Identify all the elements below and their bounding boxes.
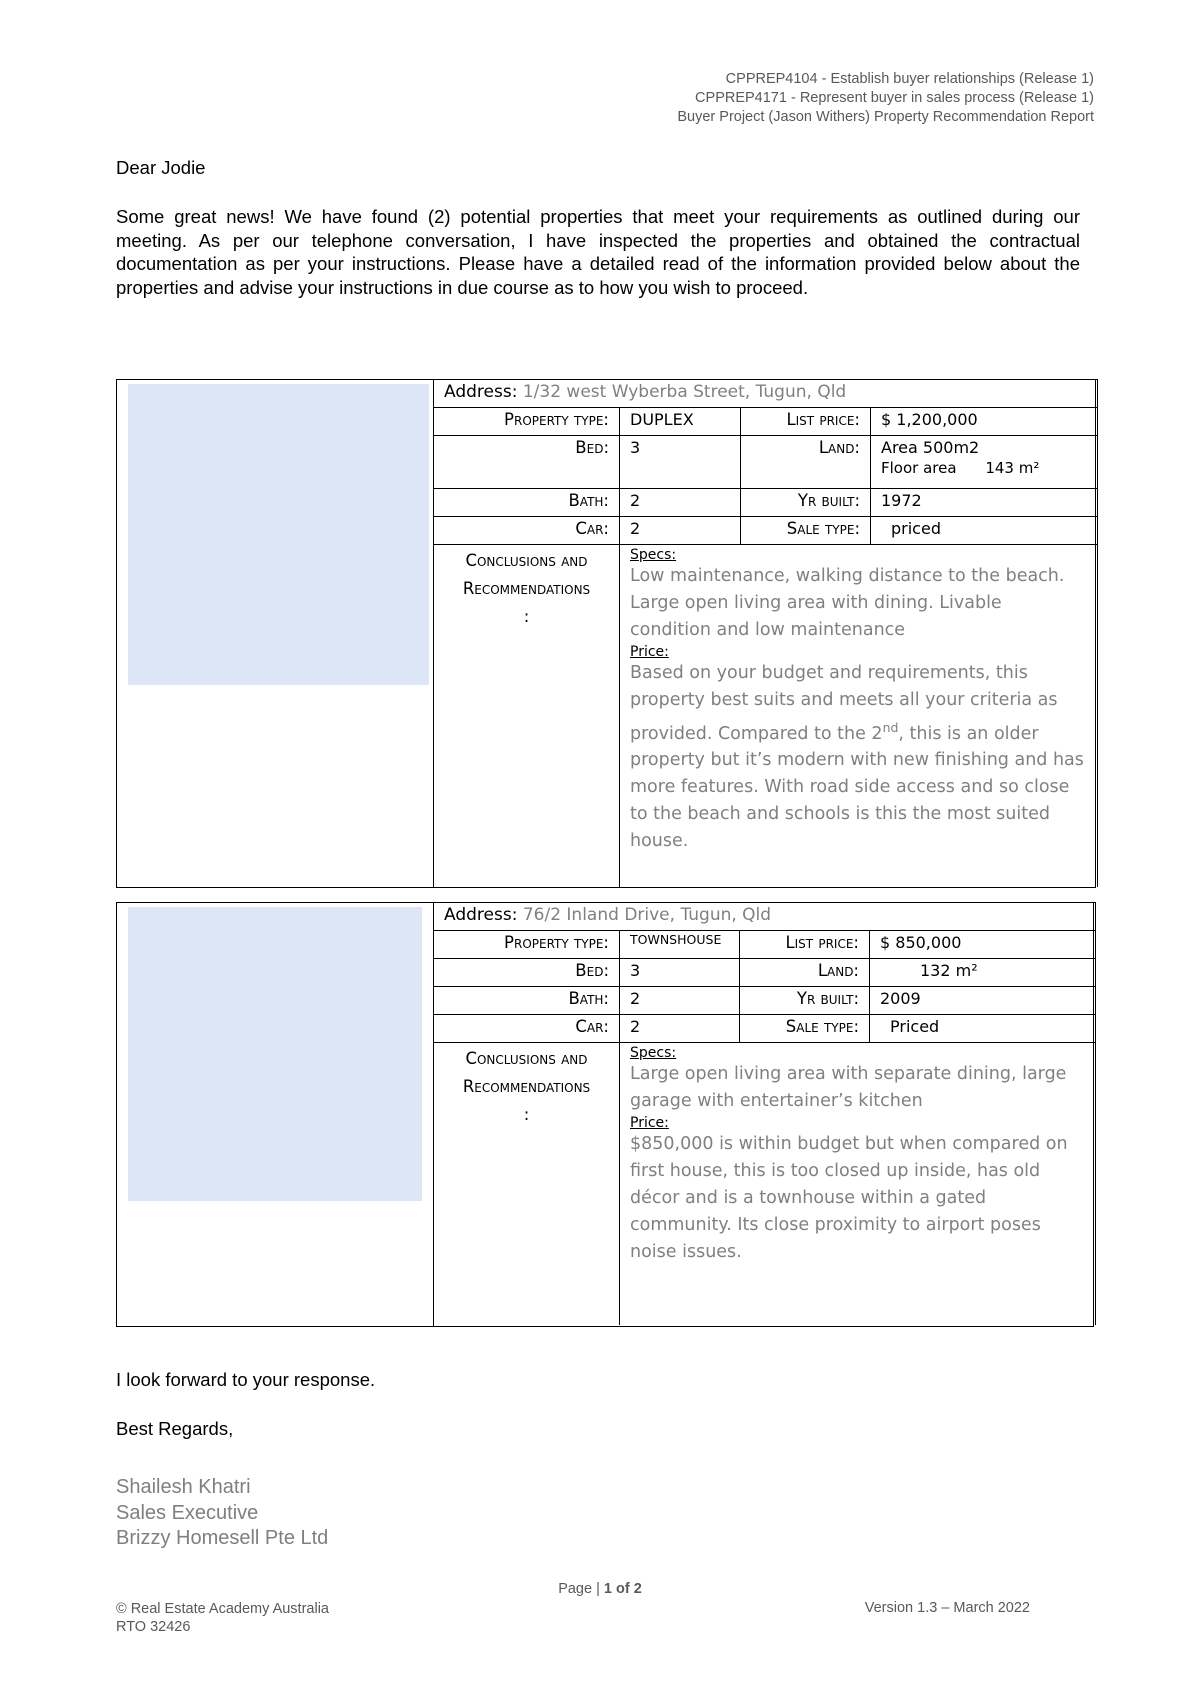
property-1-bed: 3 — [620, 435, 741, 488]
floor-area-value: 143 m² — [985, 458, 1040, 477]
address-label: Address: — [444, 904, 518, 925]
property-1-floor-area — [881, 459, 1087, 477]
car-label: Car: — [434, 1014, 620, 1042]
page-of: of — [611, 1581, 634, 1597]
footer-rto: RTO 32426 — [116, 1619, 191, 1635]
property-2-car: 2 — [620, 1014, 740, 1042]
land-label: Land: — [741, 435, 871, 488]
floor-area-label: Floor area — [881, 458, 957, 477]
property-1-land — [871, 435, 1098, 488]
conclusions-label-cell — [434, 1042, 620, 1325]
specs-heading: Specs: — [630, 546, 677, 563]
property-1-conclusions — [620, 544, 1098, 887]
property-1-address: 1/32 west Wyberba Street, Tugun, Qld — [522, 381, 847, 402]
property-2-list-price: $ 850,000 — [870, 930, 1096, 958]
property-2-yr-built: 2009 — [870, 986, 1096, 1014]
price-heading: Price: — [630, 643, 669, 660]
closing-regards: Best Regards, — [116, 1418, 234, 1439]
property-2-photo — [128, 907, 422, 1201]
conclusions-colon: : — [523, 1104, 530, 1124]
header-report-title: Buyer Project (Jason Withers) Property Recommendation Report — [677, 109, 1094, 125]
property-2-details-table — [433, 902, 1096, 1326]
specs-heading: Specs: — [630, 1044, 677, 1061]
yr-built-label: Yr built: — [740, 986, 870, 1014]
conclusions-colon: : — [523, 606, 530, 626]
car-label: Car: — [434, 516, 620, 544]
property-1-bath: 2 — [620, 488, 741, 516]
price-text-a: Based on your budget and requirements, this property best suits and meets all your criteria as provided. Compared to the 2 — [630, 662, 1058, 744]
property-type-label: Property type: — [434, 407, 620, 435]
signature-company: Brizzy Homesell Pte Ltd — [116, 1527, 329, 1549]
page-prefix: Page | — [558, 1581, 604, 1597]
sale-type-label: Sale type: — [741, 516, 871, 544]
header-unit-2: CPPREP4171 - Represent buyer in sales process (Release 1) — [695, 90, 1094, 106]
price-heading: Price: — [630, 1114, 669, 1131]
property-type-label: Property type: — [434, 930, 620, 958]
signature-title: Sales Executive — [116, 1501, 259, 1524]
page-number — [0, 1581, 1200, 1597]
yr-built-label: Yr built: — [741, 488, 871, 516]
footer-left — [116, 1600, 329, 1636]
land-label: Land: — [740, 958, 870, 986]
page-total: 2 — [633, 1581, 642, 1597]
document-header — [677, 70, 1094, 127]
footer-version: Version 1.3 – March 2022 — [864, 1600, 1030, 1616]
property-1-details-table — [433, 379, 1098, 888]
property-1-photo — [128, 384, 429, 685]
property-2-sale-type: Priced — [870, 1014, 1096, 1042]
property-1-specs: Low maintenance, walking distance to the beach. Large open living area with dining. Livable condition and low maintenance — [630, 565, 1065, 640]
signature-name: Shailesh Khatri — [116, 1476, 251, 1498]
address-label: Address: — [444, 381, 518, 402]
price-sup: nd — [882, 719, 899, 735]
closing-response: I look forward to your response. — [116, 1369, 376, 1390]
bed-label: Bed: — [434, 958, 620, 986]
bath-label: Bath: — [434, 488, 620, 516]
property-2-address: 76/2 Inland Drive, Tugun, Qld — [522, 904, 772, 925]
sale-type-label: Sale type: — [740, 1014, 870, 1042]
bath-label: Bath: — [434, 986, 620, 1014]
footer-copyright: © Real Estate Academy Australia — [116, 1601, 329, 1617]
price-text-b: , this is an older property but it’s modern with new finishing and has more features. With road side access and so close to the beach and schools is this the most suited house. — [630, 723, 1084, 852]
intro-paragraph: Some great news! We have found (2) potential properties that meet your requirements as outlined during our meeting. As per our telephone conversation, I have inspected the properties and obtained the contractual documentation as per your instructions. Please have a detailed read of the information provided below about the properties and advise your instructions in due course as to how you wish to proceed. — [116, 206, 1080, 298]
property-1-sale-type: priced — [871, 516, 1098, 544]
property-card-2 — [116, 902, 1094, 1327]
property-2-price-text: $850,000 is within budget but when compared on first house, this is too closed up inside, has old décor and is a townhouse within a gated community. Its close proximity to airport poses noise issues. — [630, 1133, 1068, 1262]
property-2-conclusions — [620, 1042, 1096, 1325]
conclusions-label: Conclusions and Recommendations — [462, 550, 591, 598]
property-1-car: 2 — [620, 516, 741, 544]
signature-block — [116, 1475, 328, 1552]
address-row — [434, 379, 1098, 407]
property-1-land-area: Area 500m2 — [881, 437, 980, 457]
property-1-list-price: $ 1,200,000 — [871, 407, 1098, 435]
address-row — [434, 902, 1096, 930]
page-current: 1 — [603, 1581, 612, 1597]
property-1-price-text — [630, 660, 1087, 856]
conclusions-label: Conclusions and Recommendations — [462, 1048, 591, 1096]
property-2-land: 132 m² — [870, 958, 1096, 986]
property-card-1 — [116, 379, 1096, 888]
greeting: Dear Jodie — [116, 157, 206, 178]
header-unit-1: CPPREP4104 - Establish buyer relationships (Release 1) — [725, 71, 1094, 87]
property-1-type: DUPLEX — [620, 407, 741, 435]
conclusions-label-cell — [434, 544, 620, 887]
property-2-specs: Large open living area with separate dining, large garage with entertainer’s kitchen — [630, 1063, 1067, 1111]
property-2-bath: 2 — [620, 986, 740, 1014]
property-2-type: TOWNSHOUSE — [620, 930, 740, 958]
property-1-yr-built: 1972 — [871, 488, 1098, 516]
list-price-label: List price: — [740, 930, 870, 958]
property-2-bed: 3 — [620, 958, 740, 986]
bed-label: Bed: — [434, 435, 620, 488]
list-price-label: List price: — [741, 407, 871, 435]
